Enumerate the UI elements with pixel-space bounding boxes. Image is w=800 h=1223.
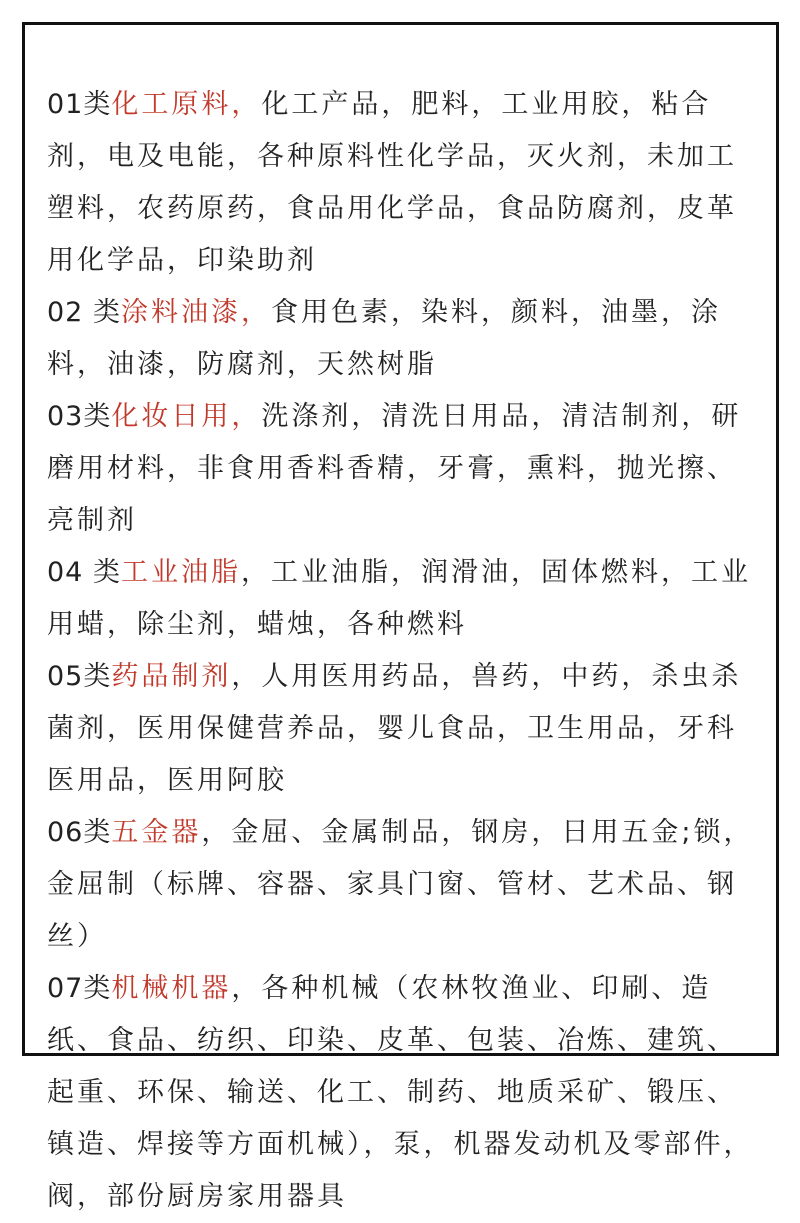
class-entry-06 <box>47 807 759 963</box>
class-category: 化工原料， <box>111 89 262 120</box>
class-entry-04 <box>47 547 759 651</box>
class-number: 04 类 <box>47 557 121 588</box>
class-category: 涂料油漆， <box>120 297 271 328</box>
class-description: 化工产品，肥料，工业用胶，粘合剂，电及电能，各种原料性化学品，灭火剂，未加工塑料，农药原药，食品用化学品，食品防腐剂，皮革用化学品，印染助剂 <box>47 89 737 276</box>
class-description: ，各种机械（农林牧渔业、印刷、造纸、食品、纺织、印染、皮革、包装、冶炼、建筑、起重、环保、输送、化工、制药、地质采矿、锻压、镇造、焊接等方面机械），泵，机器发动机及零部件，阀，部份厨房家用器具 <box>47 973 754 1212</box>
class-entry-07 <box>47 963 759 1223</box>
class-category: 五金器 <box>111 817 202 848</box>
class-entry-05 <box>47 651 759 807</box>
class-entry-02 <box>47 287 759 391</box>
class-list <box>47 79 759 1223</box>
class-description: ，金屈、金属制品，钢房，日用五金;锁，金屈制（标牌、容器、家具门窗、管材、艺术品、钢丝） <box>47 817 754 952</box>
class-number: 05类 <box>47 661 112 692</box>
class-category: 机械机器 <box>111 973 232 1004</box>
class-category: 药品制剂 <box>111 661 232 692</box>
class-number: 03类 <box>47 401 112 432</box>
class-description: ，人用医用药品，兽药，中药，杀虫杀菌剂，医用保健营养品，婴儿食品，卫生用品，牙科医用品，医用阿胶 <box>47 661 742 796</box>
class-description: ，工业油脂，润滑油，固体燃料，工业用蜡，除尘剂，蜡烛，各种燃料 <box>47 557 751 640</box>
class-number: 01类 <box>47 89 112 120</box>
class-number: 02 类 <box>47 297 121 328</box>
class-category: 工业油脂 <box>120 557 241 588</box>
class-category: 化妆日用， <box>111 401 262 432</box>
document-frame <box>22 22 779 1212</box>
class-description: 洗涤剂，清洗日用品，清洁制剂，研磨用材料，非食用香料香精，牙膏，熏料，抛光擦、亮制剂 <box>47 401 742 536</box>
class-description: 食用色素，染料，颜料，油墨，涂料，油漆，防腐剂，天然树脂 <box>47 297 721 380</box>
class-number: 06类 <box>47 817 112 848</box>
class-entry-01 <box>47 79 759 287</box>
class-number: 07类 <box>47 973 112 1004</box>
class-entry-03 <box>47 391 759 547</box>
